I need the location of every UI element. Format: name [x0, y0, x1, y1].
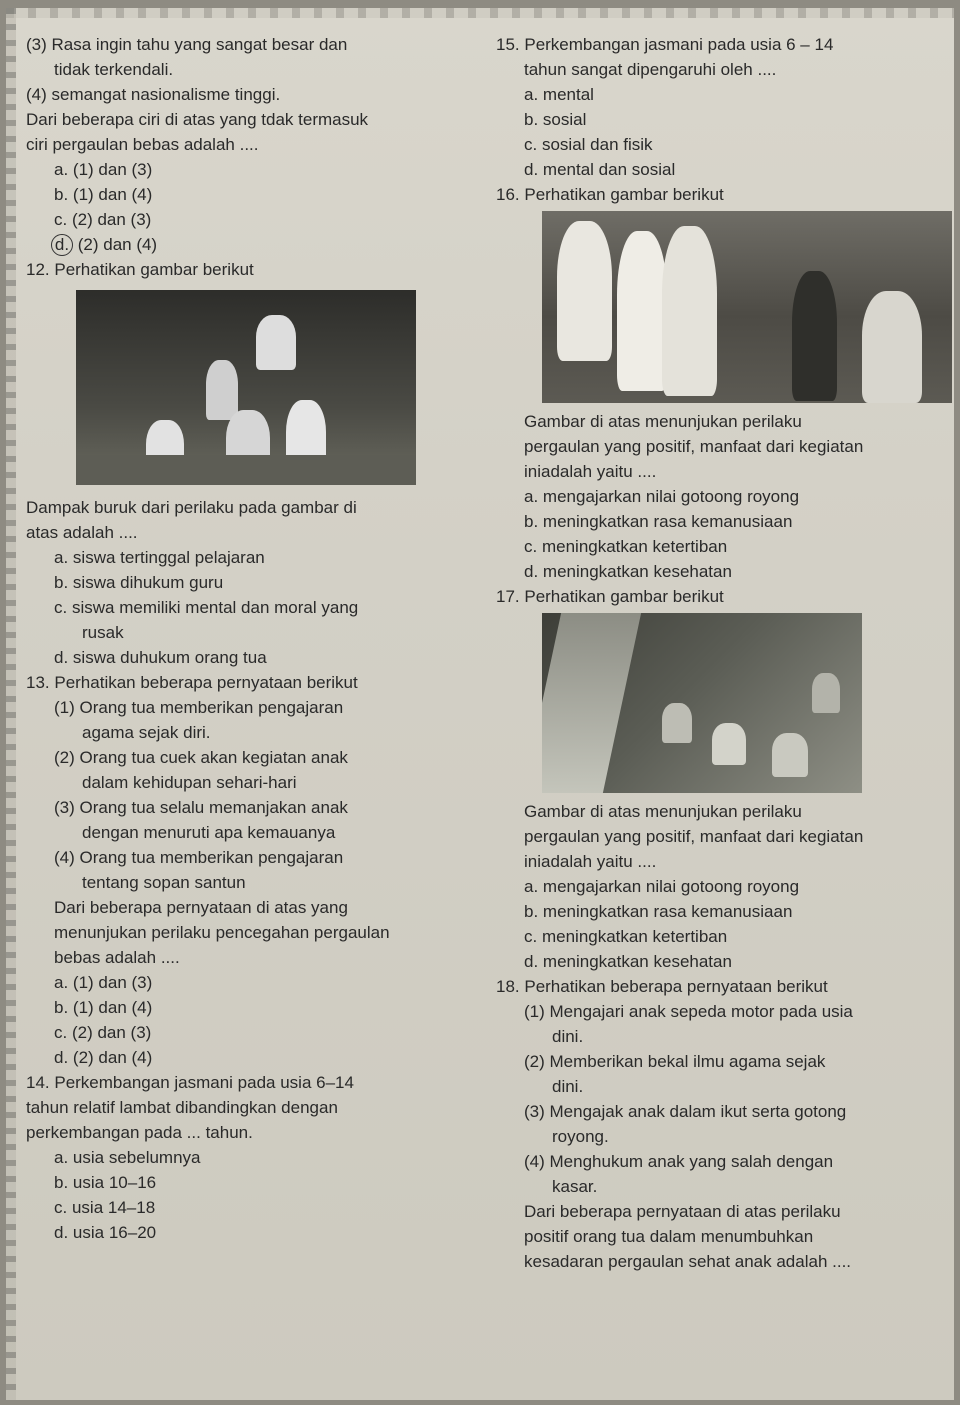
q17-photo-gotong-royong	[542, 613, 862, 793]
text-line: b.	[54, 573, 69, 592]
text-line: d.	[54, 1223, 69, 1242]
text-line: (2) dan (3)	[71, 1023, 152, 1042]
text-line: meningkatkan kesehatan	[542, 952, 732, 971]
text-line: (1)	[524, 1002, 545, 1021]
text-line: a.	[54, 160, 69, 179]
text-line: (1) dan (3)	[72, 160, 153, 179]
text-line: b.	[524, 902, 539, 921]
text-line: usia 16–20	[72, 1223, 157, 1242]
text-line: (3)	[54, 798, 75, 817]
text-line: bebas adalah ....	[54, 948, 180, 967]
q14-options	[26, 1145, 496, 1245]
text-line: 14. Perkembangan jasmani pada usia 6–14	[26, 1073, 354, 1092]
text-line: b.	[54, 185, 69, 204]
q12-title: 12. Perhatikan gambar berikut	[26, 260, 254, 279]
text-line: a.	[524, 487, 539, 506]
text-line: mengajarkan nilai gotoong royong	[542, 877, 800, 896]
text-line: d.	[524, 562, 539, 581]
q18-items	[496, 999, 946, 1199]
option-a	[26, 157, 496, 182]
q12-photo-students-climbing	[76, 290, 416, 485]
q11-stem	[26, 107, 496, 157]
text-line: (1) dan (4)	[72, 998, 153, 1017]
text-line: a.	[54, 1148, 69, 1167]
text-line: usia 14–18	[71, 1198, 156, 1217]
text-line: b.	[54, 1173, 69, 1192]
text-line: agama sejak diri.	[82, 723, 211, 742]
text-line: Orang tua memberikan pengajaran	[79, 698, 344, 717]
text-line: (3)	[26, 35, 47, 54]
q10-item-3	[26, 32, 496, 82]
text-line: dengan menuruti apa kemauanya	[82, 823, 336, 842]
text-line: d.	[524, 952, 539, 971]
page-top-edge	[6, 8, 954, 18]
text-line: b.	[54, 998, 69, 1017]
q13-stem	[26, 895, 496, 970]
text-line: Orang tua memberikan pengajaran	[79, 848, 344, 867]
text-line: a.	[524, 877, 539, 896]
text-line: pergaulan yang positif, manfaat dari kegiatan	[524, 827, 864, 846]
text-line: Gambar di atas menunjukan perilaku	[524, 802, 802, 821]
text-line: Mengajak anak dalam ikut serta gotong	[549, 1102, 847, 1121]
text-line: (2)	[524, 1052, 545, 1071]
q15-stem	[496, 32, 946, 82]
answer-circle: d.	[51, 234, 73, 256]
text-line: Menghukum anak yang salah dengan	[549, 1152, 834, 1171]
text-line: c.	[54, 598, 68, 617]
text-line: menunjukan perilaku pencegahan pergaulan	[54, 923, 390, 942]
text-line: iniadalah yaitu ....	[524, 462, 657, 481]
text-line: rusak	[82, 623, 124, 642]
option-c	[26, 207, 496, 232]
text-line: d.	[54, 1048, 69, 1067]
text-line: Memberikan bekal ilmu agama sejak	[549, 1052, 826, 1071]
q12-options	[26, 545, 496, 670]
text-line: royong.	[552, 1127, 609, 1146]
text-line: semangat nasionalisme tinggi.	[51, 85, 281, 104]
text-line: sosial dan fisik	[541, 135, 653, 154]
text-line: Orang tua selalu memanjakan anak	[79, 798, 348, 817]
text-line: (4)	[54, 848, 75, 867]
text-line: a.	[524, 85, 539, 104]
text-line: usia 10–16	[72, 1173, 157, 1192]
text-line: d.	[524, 160, 539, 179]
text-line: Rasa ingin tahu yang sangat besar dan	[51, 35, 348, 54]
text-line: perkembangan pada ... tahun.	[26, 1123, 253, 1142]
left-column	[26, 32, 496, 1245]
text-line: c.	[524, 927, 538, 946]
textbook-page	[6, 8, 954, 1400]
q15-options	[496, 82, 946, 182]
text-line: b.	[524, 512, 539, 531]
text-line: Dari beberapa pernyataan di atas perilaku	[524, 1202, 841, 1221]
text-line: tidak terkendali.	[54, 60, 174, 79]
text-line: 15. Perkembangan jasmani pada usia 6 – 14	[496, 35, 834, 54]
text-line: b.	[524, 110, 539, 129]
q14-stem	[26, 1070, 496, 1145]
q12-stem	[26, 495, 496, 545]
text-line: c.	[54, 1198, 68, 1217]
text-line: siswa tertinggal pelajaran	[72, 548, 265, 567]
text-line: Dampak buruk dari perilaku pada gambar di	[26, 498, 357, 517]
text-line: sosial	[542, 110, 587, 129]
q18-stem	[496, 1199, 946, 1274]
text-line: siswa memiliki mental dan moral yang	[71, 598, 359, 617]
text-line: a.	[54, 973, 69, 992]
text-line: d.	[54, 648, 69, 667]
text-line: meningkatkan ketertiban	[541, 927, 728, 946]
text-line: (2) dan (4)	[77, 235, 158, 254]
q18-title: 18. Perhatikan beberapa pernyataan berikut	[496, 977, 828, 996]
text-line: c.	[524, 135, 538, 154]
q13-options	[26, 970, 496, 1070]
text-line: (1) dan (4)	[72, 185, 153, 204]
text-line: dini.	[552, 1027, 584, 1046]
text-line: Dari beberapa ciri di atas yang tdak termasuk	[26, 110, 369, 129]
text-line: (3)	[524, 1102, 545, 1121]
text-line: tahun sangat dipengaruhi oleh ....	[524, 60, 777, 79]
text-line: iniadalah yaitu ....	[524, 852, 657, 871]
text-line: tentang sopan santun	[82, 873, 246, 892]
text-line: dini.	[552, 1077, 584, 1096]
right-column	[496, 32, 946, 1274]
text-line: meningkatkan ketertiban	[541, 537, 728, 556]
text-line: usia sebelumnya	[72, 1148, 201, 1167]
q13-items	[26, 695, 496, 895]
text-line: siswa dihukum guru	[72, 573, 224, 592]
text-line: Gambar di atas menunjukan perilaku	[524, 412, 802, 431]
text-line: (1)	[54, 698, 75, 717]
text-line: meningkatkan kesehatan	[542, 562, 732, 581]
text-line: (1) dan (3)	[72, 973, 153, 992]
text-line: meningkatkan rasa kemanusiaan	[542, 512, 793, 531]
text-line: (4)	[26, 85, 47, 104]
text-line: a.	[54, 548, 69, 567]
text-line: siswa duhukum orang tua	[72, 648, 267, 667]
text-line: mental dan sosial	[542, 160, 676, 179]
option-d-circled	[26, 232, 496, 257]
q16-title: 16. Perhatikan gambar berikut	[496, 185, 724, 204]
text-line: (4)	[524, 1152, 545, 1171]
q16-options	[496, 484, 946, 584]
text-line: c.	[54, 210, 68, 229]
q16-stem	[496, 409, 946, 484]
text-line: pergaulan yang positif, manfaat dari kegiatan	[524, 437, 864, 456]
q13-title: 13. Perhatikan beberapa pernyataan berikut	[26, 673, 358, 692]
q10-item-4	[26, 82, 496, 107]
text-line: ciri pergaulan bebas adalah ....	[26, 135, 259, 154]
text-line: (2) dan (4)	[72, 1048, 153, 1067]
text-line: (2)	[54, 748, 75, 767]
text-line: mental	[542, 85, 594, 104]
text-line: meningkatkan rasa kemanusiaan	[542, 902, 793, 921]
text-line: (2) dan (3)	[71, 210, 152, 229]
text-line: Mengajari anak sepeda motor pada usia	[549, 1002, 853, 1021]
q17-stem	[496, 799, 946, 874]
text-line: atas adalah ....	[26, 523, 138, 542]
q16-photo-hijab-students	[542, 211, 952, 403]
option-b	[26, 182, 496, 207]
q17-options	[496, 874, 946, 974]
text-line: c.	[54, 1023, 68, 1042]
text-line: positif orang tua dalam menumbuhkan	[524, 1227, 814, 1246]
text-line: c.	[524, 537, 538, 556]
text-line: kasar.	[552, 1177, 598, 1196]
text-line: tahun relatif lambat dibandingkan dengan	[26, 1098, 338, 1117]
q11-options	[26, 157, 496, 257]
text-line: mengajarkan nilai gotoong royong	[542, 487, 800, 506]
text-line: kesadaran pergaulan sehat anak adalah ....	[524, 1252, 852, 1271]
spiral-binding	[6, 8, 16, 1400]
text-line: dalam kehidupan sehari-hari	[82, 773, 297, 792]
text-line: Orang tua cuek akan kegiatan anak	[79, 748, 348, 767]
q17-title: 17. Perhatikan gambar berikut	[496, 587, 724, 606]
text-line: Dari beberapa pernyataan di atas yang	[54, 898, 348, 917]
